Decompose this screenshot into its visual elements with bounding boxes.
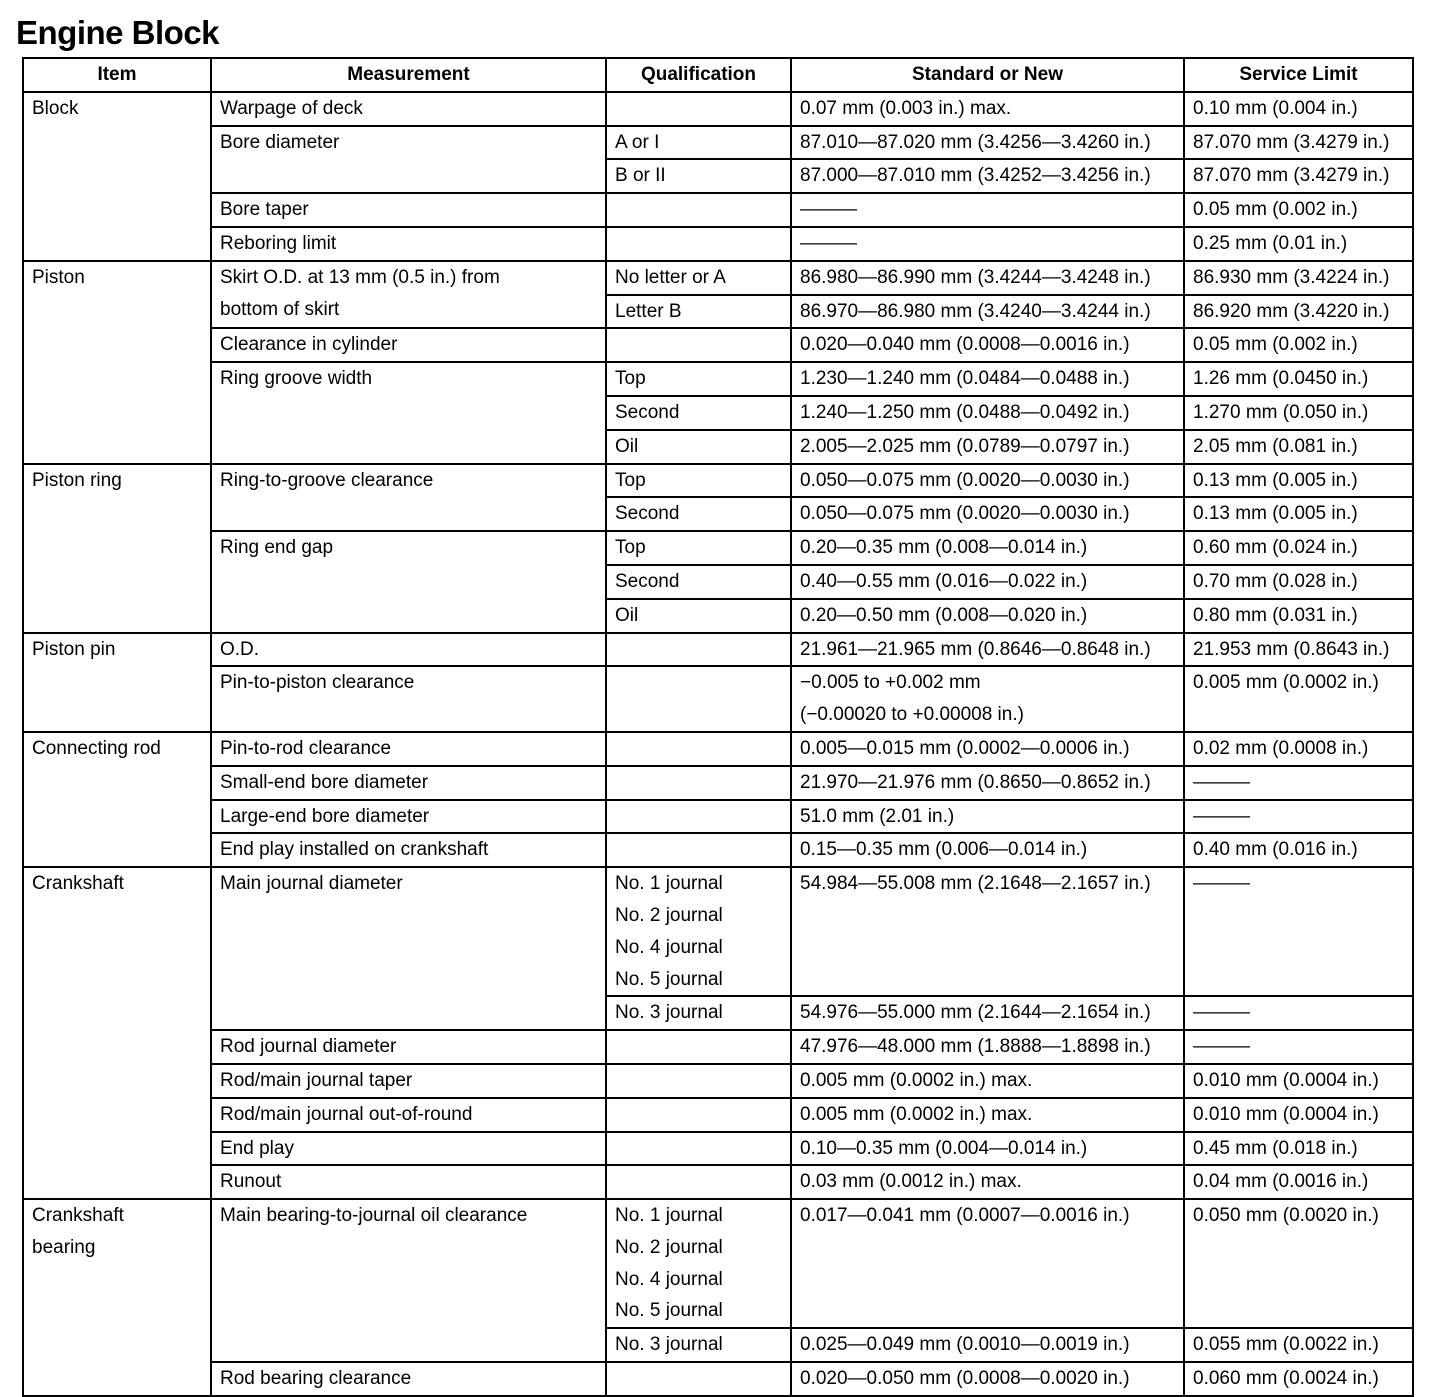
standard-cell-text: 0.005 mm (0.0002 in.) max. xyxy=(800,1069,1033,1091)
standard-cell-text: 87.010—87.020 mm (3.4256—3.4260 in.) xyxy=(800,131,1151,153)
item-cell xyxy=(23,633,211,732)
measurement-cell xyxy=(211,1098,606,1132)
service-limit-cell xyxy=(1184,328,1413,362)
qualification-cell xyxy=(606,1098,791,1132)
qualification-cell xyxy=(606,996,791,1030)
service-limit-cell-text: 0.05 mm (0.002 in.) xyxy=(1193,334,1358,356)
service-limit-cell-text: 0.050 mm (0.0020 in.) xyxy=(1193,1205,1379,1227)
measurement-cell-text: Main journal diameter xyxy=(220,873,403,895)
qualification-cell xyxy=(606,867,791,996)
service-limit-cell-text: ——— xyxy=(1193,873,1250,895)
measurement-cell-text: Reboring limit xyxy=(220,232,337,254)
item-cell xyxy=(23,867,211,1199)
table-row xyxy=(23,193,1413,227)
measurement-cell-text: Ring groove width xyxy=(220,368,373,390)
header-item: Item xyxy=(23,58,211,92)
qualification-cell-text: Second xyxy=(615,570,680,592)
standard-cell xyxy=(791,766,1184,800)
service-limit-cell-text: 0.70 mm (0.028 in.) xyxy=(1193,570,1358,592)
standard-cell-text: 1.230—1.240 mm (0.0484—0.0488 in.) xyxy=(800,368,1130,390)
standard-cell-text: 21.961—21.965 mm (0.8646—0.8648 in.) xyxy=(800,638,1151,660)
service-limit-cell xyxy=(1184,159,1413,193)
service-limit-cell xyxy=(1184,396,1413,430)
standard-cell xyxy=(791,1098,1184,1132)
qualification-cell-text: No. 1 journal xyxy=(615,1205,723,1227)
qualification-cell-text xyxy=(615,834,782,866)
qualification-cell-text: Top xyxy=(615,537,646,559)
qualification-cell-text: No. 5 journal xyxy=(615,968,723,990)
table-row xyxy=(23,800,1413,834)
qualification-cell-text: No. 4 journal xyxy=(615,936,723,958)
measurement-cell xyxy=(211,362,606,463)
measurement-cell xyxy=(211,666,606,732)
standard-cell-text: (−0.00020 to +0.00008 in.) xyxy=(800,704,1024,726)
standard-cell-text: 0.025—0.049 mm (0.0010—0.0019 in.) xyxy=(800,1334,1130,1356)
standard-cell xyxy=(791,633,1184,667)
standard-cell xyxy=(791,92,1184,126)
qualification-cell xyxy=(606,1165,791,1199)
qualification-cell-text: A or I xyxy=(615,131,660,153)
item-cell xyxy=(23,261,211,464)
qualification-cell-text xyxy=(615,634,782,666)
standard-cell xyxy=(791,430,1184,464)
table-row xyxy=(23,328,1413,362)
standard-cell xyxy=(791,1362,1184,1396)
standard-cell-text: 0.15—0.35 mm (0.006—0.014 in.) xyxy=(800,839,1088,861)
table-row xyxy=(23,227,1413,261)
service-limit-cell xyxy=(1184,633,1413,667)
service-limit-cell-text: 87.070 mm (3.4279 in.) xyxy=(1193,165,1390,187)
qualification-cell-text xyxy=(615,1031,782,1063)
measurement-cell-text: Warpage of deck xyxy=(220,97,363,119)
service-limit-cell xyxy=(1184,261,1413,295)
qualification-cell xyxy=(606,362,791,396)
service-limit-cell xyxy=(1184,92,1413,126)
qualification-cell xyxy=(606,531,791,565)
standard-cell-text: 54.976—55.000 mm (2.1644—2.1654 in.) xyxy=(800,1002,1151,1024)
standard-cell xyxy=(791,295,1184,329)
qualification-cell-text: Second xyxy=(615,503,680,525)
qualification-cell xyxy=(606,1064,791,1098)
measurement-cell-text: Main bearing-to-journal oil clearance xyxy=(220,1205,528,1227)
service-limit-cell xyxy=(1184,1132,1413,1166)
standard-cell xyxy=(791,193,1184,227)
service-limit-cell-text: 0.055 mm (0.0022 in.) xyxy=(1193,1334,1379,1356)
service-limit-cell-text: 1.270 mm (0.050 in.) xyxy=(1193,401,1369,423)
standard-cell-text: 0.20—0.35 mm (0.008—0.014 in.) xyxy=(800,537,1088,559)
standard-cell-text: 2.005—2.025 mm (0.0789—0.0797 in.) xyxy=(800,435,1130,457)
qualification-cell-text: No letter or A xyxy=(615,266,726,288)
standard-cell xyxy=(791,565,1184,599)
item-cell xyxy=(23,92,211,261)
standard-cell-text: 0.050—0.075 mm (0.0020—0.0030 in.) xyxy=(800,503,1130,525)
measurement-cell xyxy=(211,126,606,194)
service-limit-cell xyxy=(1184,227,1413,261)
qualification-cell xyxy=(606,464,791,498)
item-cell-text: Piston ring xyxy=(32,469,122,491)
standard-cell xyxy=(791,800,1184,834)
header-service-limit: Service Limit xyxy=(1184,58,1413,92)
qualification-cell-text: No. 3 journal xyxy=(615,1334,723,1356)
standard-cell-text: −0.005 to +0.002 mm xyxy=(800,672,981,694)
standard-cell xyxy=(791,159,1184,193)
qualification-cell xyxy=(606,159,791,193)
qualification-cell xyxy=(606,430,791,464)
standard-cell-text: 86.970—86.980 mm (3.4240—3.4244 in.) xyxy=(800,300,1151,322)
qualification-cell xyxy=(606,633,791,667)
table-row xyxy=(23,1132,1413,1166)
measurement-cell-text: Rod journal diameter xyxy=(220,1036,397,1058)
standard-cell-text: ——— xyxy=(800,232,857,254)
service-limit-cell-text: 86.920 mm (3.4220 in.) xyxy=(1193,300,1390,322)
service-limit-cell-text: 0.05 mm (0.002 in.) xyxy=(1193,199,1358,221)
standard-cell-text: 54.984—55.008 mm (2.1648—2.1657 in.) xyxy=(800,873,1151,895)
service-limit-cell xyxy=(1184,666,1413,732)
service-limit-cell-text: 0.13 mm (0.005 in.) xyxy=(1193,469,1358,491)
standard-cell-text: 51.0 mm (2.01 in.) xyxy=(800,805,955,827)
header-standard: Standard or New xyxy=(791,58,1184,92)
measurement-cell-text: Rod/main journal out-of-round xyxy=(220,1103,473,1125)
standard-cell-text: 21.970—21.976 mm (0.8650—0.8652 in.) xyxy=(800,771,1151,793)
measurement-cell-text: Pin-to-rod clearance xyxy=(220,737,392,759)
qualification-cell-text xyxy=(615,1099,782,1131)
service-limit-cell xyxy=(1184,1064,1413,1098)
table-row xyxy=(23,633,1413,667)
service-limit-cell-text: 0.45 mm (0.018 in.) xyxy=(1193,1137,1358,1159)
service-limit-cell-text: 0.10 mm (0.004 in.) xyxy=(1193,97,1358,119)
qualification-cell xyxy=(606,666,791,732)
measurement-cell xyxy=(211,227,606,261)
service-limit-cell xyxy=(1184,766,1413,800)
measurement-cell xyxy=(211,867,606,1030)
standard-cell xyxy=(791,867,1184,996)
qualification-cell xyxy=(606,1199,791,1328)
measurement-cell xyxy=(211,531,606,632)
standard-cell xyxy=(791,227,1184,261)
service-limit-cell xyxy=(1184,599,1413,633)
standard-cell-text: 0.20—0.50 mm (0.008—0.020 in.) xyxy=(800,604,1088,626)
service-limit-cell-text: 0.80 mm (0.031 in.) xyxy=(1193,604,1358,626)
measurement-cell-text: Ring-to-groove clearance xyxy=(220,469,434,491)
measurement-cell xyxy=(211,1199,606,1362)
qualification-cell-text: Top xyxy=(615,368,646,390)
qualification-cell-text: Oil xyxy=(615,604,639,626)
service-limit-cell xyxy=(1184,833,1413,867)
table-row xyxy=(23,261,1413,295)
standard-cell-text: 47.976—48.000 mm (1.8888—1.8898 in.) xyxy=(800,1036,1151,1058)
table-row xyxy=(23,1165,1413,1199)
measurement-cell-text: bottom of skirt xyxy=(220,298,340,320)
qualification-cell xyxy=(606,193,791,227)
service-limit-cell xyxy=(1184,996,1413,1030)
item-cell-text: Piston pin xyxy=(32,638,116,660)
service-limit-cell-text: 0.060 mm (0.0024 in.) xyxy=(1193,1368,1379,1390)
qualification-cell xyxy=(606,1328,791,1362)
service-limit-cell xyxy=(1184,565,1413,599)
service-limit-cell-text: 0.010 mm (0.0004 in.) xyxy=(1193,1069,1379,1091)
standard-cell xyxy=(791,126,1184,160)
service-limit-cell-text: 0.005 mm (0.0002 in.) xyxy=(1193,672,1379,694)
standard-cell xyxy=(791,396,1184,430)
item-cell-text: Block xyxy=(32,97,79,119)
standard-cell xyxy=(791,599,1184,633)
standard-cell xyxy=(791,1328,1184,1362)
qualification-cell-text xyxy=(615,228,782,260)
qualification-cell-text: No. 2 journal xyxy=(615,1236,723,1258)
qualification-cell-text: No. 1 journal xyxy=(615,873,723,895)
table-row xyxy=(23,1064,1413,1098)
qualification-cell-text xyxy=(615,1065,782,1097)
qualification-cell xyxy=(606,497,791,531)
service-limit-cell xyxy=(1184,1328,1413,1362)
standard-cell xyxy=(791,732,1184,766)
measurement-cell xyxy=(211,464,606,532)
service-limit-cell xyxy=(1184,362,1413,396)
header-measurement: Measurement xyxy=(211,58,606,92)
qualification-cell-text xyxy=(615,194,782,226)
table-row xyxy=(23,1362,1413,1396)
service-limit-cell xyxy=(1184,800,1413,834)
item-cell xyxy=(23,732,211,867)
qualification-cell-text xyxy=(615,801,782,833)
standard-cell-text: 0.020—0.040 mm (0.0008—0.0016 in.) xyxy=(800,334,1130,356)
qualification-cell-text xyxy=(615,93,782,125)
measurement-cell-text: O.D. xyxy=(220,638,260,660)
measurement-cell-text: Skirt O.D. at 13 mm (0.5 in.) from xyxy=(220,266,500,288)
service-limit-cell-text: 0.010 mm (0.0004 in.) xyxy=(1193,1103,1379,1125)
qualification-cell xyxy=(606,732,791,766)
service-limit-cell-text: 87.070 mm (3.4279 in.) xyxy=(1193,131,1390,153)
service-limit-cell xyxy=(1184,193,1413,227)
qualification-cell-text: No. 4 journal xyxy=(615,1268,723,1290)
table-row xyxy=(23,92,1413,126)
qualification-cell xyxy=(606,599,791,633)
standard-cell xyxy=(791,1165,1184,1199)
qualification-cell xyxy=(606,1030,791,1064)
qualification-cell xyxy=(606,800,791,834)
qualification-cell-text: Letter B xyxy=(615,300,682,322)
header-qualification: Qualification xyxy=(606,58,791,92)
standard-cell xyxy=(791,531,1184,565)
table-row xyxy=(23,833,1413,867)
service-limit-cell-text: 2.05 mm (0.081 in.) xyxy=(1193,435,1358,457)
service-limit-cell-text: 86.930 mm (3.4224 in.) xyxy=(1193,266,1390,288)
qualification-cell xyxy=(606,328,791,362)
measurement-cell xyxy=(211,1165,606,1199)
measurement-cell-text: Small-end bore diameter xyxy=(220,771,429,793)
standard-cell-text: 86.980—86.990 mm (3.4244—3.4248 in.) xyxy=(800,266,1151,288)
service-limit-cell xyxy=(1184,430,1413,464)
service-limit-cell-text: ——— xyxy=(1193,771,1250,793)
measurement-cell xyxy=(211,1132,606,1166)
item-cell-text: Piston xyxy=(32,266,85,288)
qualification-cell xyxy=(606,126,791,160)
standard-cell-text: 0.03 mm (0.0012 in.) max. xyxy=(800,1171,1022,1193)
measurement-cell xyxy=(211,193,606,227)
table-row xyxy=(23,464,1413,498)
table-row xyxy=(23,362,1413,396)
measurement-cell xyxy=(211,328,606,362)
qualification-cell xyxy=(606,1132,791,1166)
measurement-cell-text: Pin-to-piston clearance xyxy=(220,672,415,694)
qualification-cell-text xyxy=(615,667,782,699)
measurement-cell-text: Bore diameter xyxy=(220,131,340,153)
qualification-cell-text xyxy=(615,1133,782,1165)
table-row xyxy=(23,1030,1413,1064)
table-row xyxy=(23,766,1413,800)
table-row xyxy=(23,126,1413,160)
qualification-cell xyxy=(606,227,791,261)
measurement-cell xyxy=(211,800,606,834)
standard-cell xyxy=(791,1132,1184,1166)
measurement-cell-text: Ring end gap xyxy=(220,537,334,559)
measurement-cell-text: Large-end bore diameter xyxy=(220,805,430,827)
item-cell xyxy=(23,1199,211,1396)
service-limit-cell xyxy=(1184,531,1413,565)
service-limit-cell xyxy=(1184,867,1413,996)
standard-cell xyxy=(791,1030,1184,1064)
standard-cell-text: 1.240—1.250 mm (0.0488—0.0492 in.) xyxy=(800,401,1130,423)
service-limit-cell-text: 0.02 mm (0.0008 in.) xyxy=(1193,737,1369,759)
standard-cell xyxy=(791,261,1184,295)
standard-cell xyxy=(791,1064,1184,1098)
standard-cell xyxy=(791,666,1184,732)
table-row xyxy=(23,1098,1413,1132)
standard-cell xyxy=(791,328,1184,362)
service-limit-cell xyxy=(1184,1030,1413,1064)
qualification-cell xyxy=(606,833,791,867)
header-row xyxy=(23,58,1413,92)
standard-cell-text: 0.10—0.35 mm (0.004—0.014 in.) xyxy=(800,1137,1088,1159)
qualification-cell-text: No. 2 journal xyxy=(615,904,723,926)
qualification-cell xyxy=(606,295,791,329)
measurement-cell-text: End play xyxy=(220,1137,294,1159)
standard-cell-text: 0.40—0.55 mm (0.016—0.022 in.) xyxy=(800,570,1088,592)
service-limit-cell-text: 0.40 mm (0.016 in.) xyxy=(1193,839,1358,861)
qualification-cell xyxy=(606,396,791,430)
qualification-cell xyxy=(606,92,791,126)
service-limit-cell xyxy=(1184,126,1413,160)
standard-cell xyxy=(791,1199,1184,1328)
standard-cell-text: 0.020—0.050 mm (0.0008—0.0020 in.) xyxy=(800,1368,1130,1390)
measurement-cell xyxy=(211,732,606,766)
qualification-cell-text xyxy=(615,329,782,361)
service-limit-cell xyxy=(1184,464,1413,498)
measurement-cell-text: Runout xyxy=(220,1171,282,1193)
standard-cell-text: 87.000—87.010 mm (3.4252—3.4256 in.) xyxy=(800,165,1151,187)
table-row xyxy=(23,531,1413,565)
service-limit-cell xyxy=(1184,1165,1413,1199)
standard-cell-text: 0.005 mm (0.0002 in.) max. xyxy=(800,1103,1033,1125)
measurement-cell xyxy=(211,833,606,867)
measurement-cell xyxy=(211,766,606,800)
measurement-cell xyxy=(211,1030,606,1064)
qualification-cell-text: No. 3 journal xyxy=(615,1002,723,1024)
standard-cell xyxy=(791,833,1184,867)
standard-cell-text: ——— xyxy=(800,199,857,221)
standard-cell-text: 0.07 mm (0.003 in.) max. xyxy=(800,97,1012,119)
qualification-cell xyxy=(606,565,791,599)
service-limit-cell-text: 1.26 mm (0.0450 in.) xyxy=(1193,368,1369,390)
engine-block-spec-table xyxy=(22,57,1414,1397)
table-row xyxy=(23,732,1413,766)
measurement-cell-text: Bore taper xyxy=(220,199,309,221)
measurement-cell xyxy=(211,1064,606,1098)
measurement-cell-text: Rod bearing clearance xyxy=(220,1368,412,1390)
service-limit-cell-text: 0.04 mm (0.0016 in.) xyxy=(1193,1171,1369,1193)
item-cell-text: Crankshaft xyxy=(32,1205,124,1227)
qualification-cell-text: B or II xyxy=(615,165,666,187)
qualification-cell-text: Second xyxy=(615,401,680,423)
service-limit-cell xyxy=(1184,732,1413,766)
item-cell-text: Crankshaft xyxy=(32,873,124,895)
qualification-cell-text: Oil xyxy=(615,435,639,457)
measurement-cell xyxy=(211,261,606,329)
service-limit-cell-text: 0.60 mm (0.024 in.) xyxy=(1193,537,1358,559)
measurement-cell xyxy=(211,92,606,126)
service-limit-cell xyxy=(1184,1098,1413,1132)
qualification-cell xyxy=(606,1362,791,1396)
item-cell-text: Connecting rod xyxy=(32,737,161,759)
measurement-cell-text: End play installed on crankshaft xyxy=(220,839,489,861)
standard-cell xyxy=(791,497,1184,531)
service-limit-cell xyxy=(1184,497,1413,531)
item-cell-text: bearing xyxy=(32,1236,96,1258)
item-cell xyxy=(23,464,211,633)
service-limit-cell-text: 21.953 mm (0.8643 in.) xyxy=(1193,638,1390,660)
qualification-cell-text: Top xyxy=(615,469,646,491)
page-title: Engine Block xyxy=(16,14,220,51)
service-limit-cell-text: ——— xyxy=(1193,1002,1250,1024)
measurement-cell-text: Clearance in cylinder xyxy=(220,334,398,356)
measurement-cell xyxy=(211,633,606,667)
qualification-cell-text xyxy=(615,767,782,799)
standard-cell-text: 0.017—0.041 mm (0.0007—0.0016 in.) xyxy=(800,1205,1130,1227)
service-limit-cell xyxy=(1184,1362,1413,1396)
qualification-cell xyxy=(606,766,791,800)
service-limit-cell xyxy=(1184,295,1413,329)
service-limit-cell xyxy=(1184,1199,1413,1328)
qualification-cell-text xyxy=(615,733,782,765)
measurement-cell xyxy=(211,1362,606,1396)
service-limit-cell-text: 0.25 mm (0.01 in.) xyxy=(1193,232,1348,254)
standard-cell xyxy=(791,996,1184,1030)
qualification-cell-text: No. 5 journal xyxy=(615,1300,723,1322)
service-limit-cell-text: ——— xyxy=(1193,805,1250,827)
standard-cell-text: 0.050—0.075 mm (0.0020—0.0030 in.) xyxy=(800,469,1130,491)
service-limit-cell-text: ——— xyxy=(1193,1036,1250,1058)
qualification-cell-text xyxy=(615,1166,782,1198)
standard-cell-text: 0.005—0.015 mm (0.0002—0.0006 in.) xyxy=(800,737,1130,759)
standard-cell xyxy=(791,362,1184,396)
measurement-cell-text: Rod/main journal taper xyxy=(220,1069,413,1091)
qualification-cell xyxy=(606,261,791,295)
standard-cell xyxy=(791,464,1184,498)
service-limit-cell-text: 0.13 mm (0.005 in.) xyxy=(1193,503,1358,525)
